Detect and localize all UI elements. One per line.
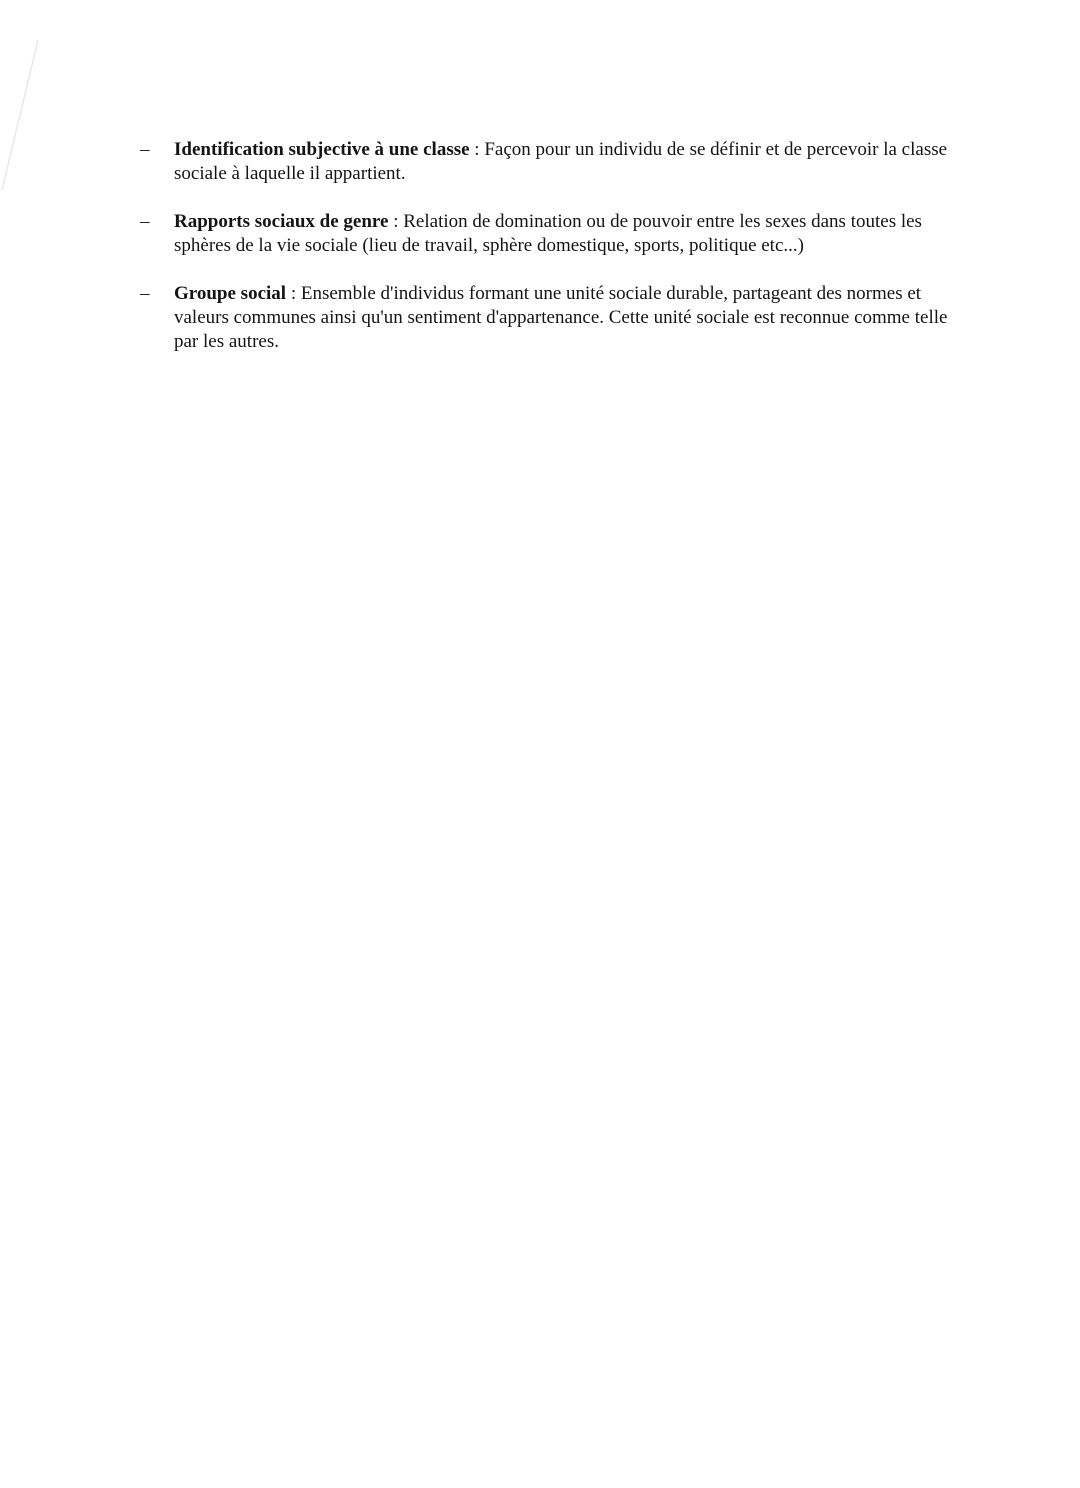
definition-term: Groupe social xyxy=(174,283,287,304)
definition-term: Rapports sociaux de genre xyxy=(174,211,389,232)
definition-term: Identification subjective à une classe xyxy=(174,139,470,160)
definitions-list xyxy=(140,138,960,378)
definition-item-groupe-social xyxy=(140,282,960,354)
definition-separator: : xyxy=(388,211,404,232)
definition-separator: : xyxy=(286,283,301,304)
bullet-dash: – xyxy=(140,139,150,160)
definition-item-rapports-sociaux xyxy=(140,210,960,258)
definition-text: Ensemble d'individus formant une unité sociale durable, partageant des normes et valeurs communes ainsi qu'un sentiment d'appartenance. Cette unité sociale est reconnue comme telle par les autres. xyxy=(174,283,948,352)
bullet-dash: – xyxy=(140,211,150,232)
scan-edge-mark xyxy=(0,40,40,200)
definition-text: Façon pour un individu de se définir et de percevoir la classe sociale à laquelle il appartient. xyxy=(174,139,948,184)
bullet-dash: – xyxy=(140,283,150,304)
definition-text: Relation de domination ou de pouvoir entre les sexes dans toutes les sphères de la vie sociale (lieu de travail, sphère domestique, sports, politique etc...) xyxy=(174,211,922,256)
definition-item-identification xyxy=(140,138,960,186)
definition-separator: : xyxy=(469,139,485,160)
